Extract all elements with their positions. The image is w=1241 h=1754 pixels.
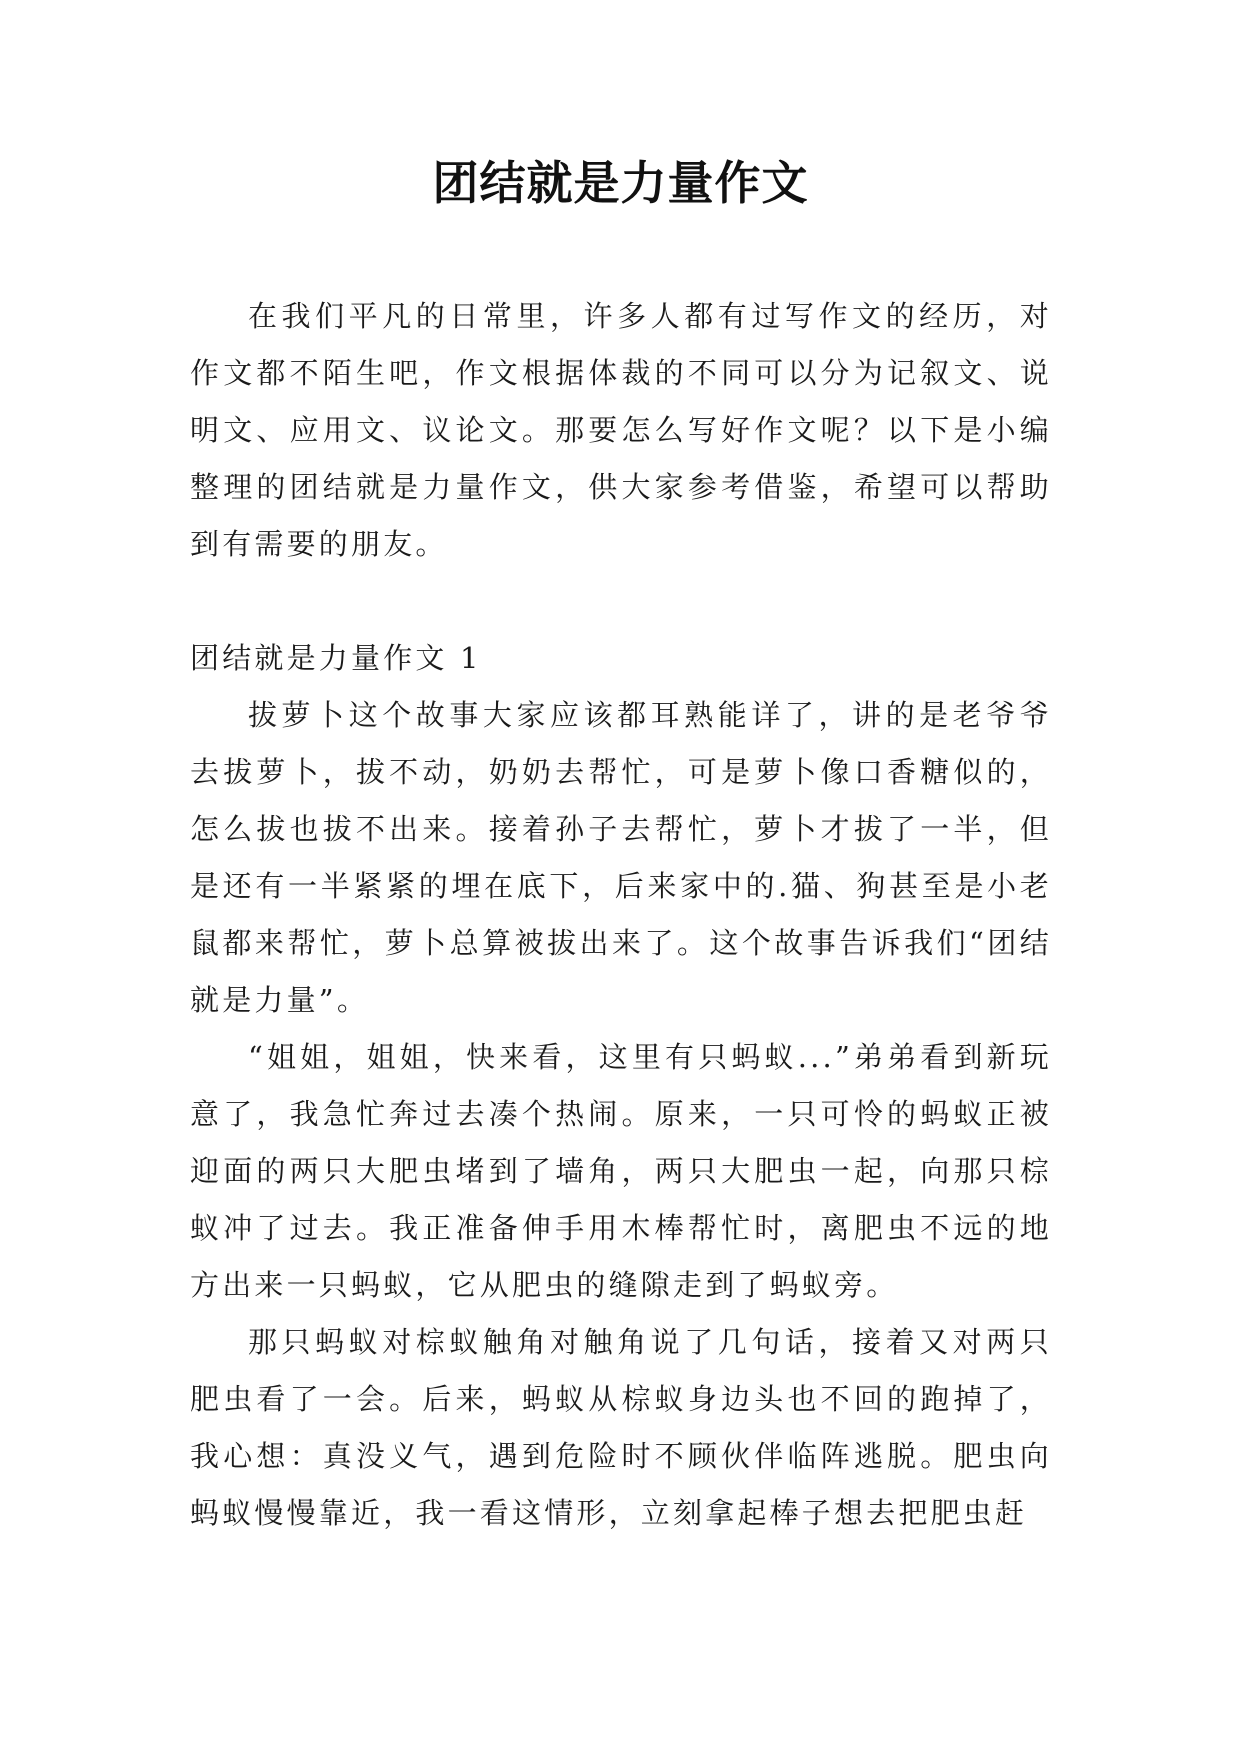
body-paragraph-1: 拔萝卜这个故事大家应该都耳熟能详了，讲的是老爷爷去拔萝卜，拔不动，奶奶去帮忙，可是萝卜像口香糖似的，怎么拔也拔不出来。接着孙子去帮忙，萝卜才拔了一半，但是还有一半紧紧的埋在底下，后来家中的.猫、狗甚至是小老鼠都来帮忙，萝卜总算被拔出来了。这个故事告诉我们“团结就是力量”。 [190,698,1052,1017]
intro-paragraph: 在我们平凡的日常里，许多人都有过写作文的经历，对作文都不陌生吧，作文根据体裁的不同可以分为记叙文、说明文、应用文、议论文。那要怎么写好作文呢？以下是小编整理的团结就是力量作文，供大家参考借鉴，希望可以帮助到有需要的朋友。 [190,299,1052,561]
section-heading: 团结就是力量作文 1 [190,641,482,675]
body-paragraph-2: “姐姐，姐姐，快来看，这里有只蚂蚁...”弟弟看到新玩意了，我急忙奔过去凑个热闹。原来，一只可怜的蚂蚁正被迎面的两只大肥虫堵到了墙角，两只大肥虫一起，向那只棕蚁冲了过去。我正准备伸手用木棒帮忙时，离肥虫不远的地方出来一只蚂蚁，它从肥虫的缝隙走到了蚂蚁旁。 [190,1040,1052,1302]
body-paragraph-3: 那只蚂蚁对棕蚁触角对触角说了几句话，接着又对两只肥虫看了一会。后来，蚂蚁从棕蚁身边头也不回的跑掉了，我心想：真没义气，遇到危险时不顾伙伴临阵逃脱。肥虫向蚂蚁慢慢靠近，我一看这情形，立刻拿起棒子想去把肥虫赶 [190,1325,1052,1530]
document-title: 团结就是力量作文 [432,156,809,210]
document-body [190,288,1052,1542]
